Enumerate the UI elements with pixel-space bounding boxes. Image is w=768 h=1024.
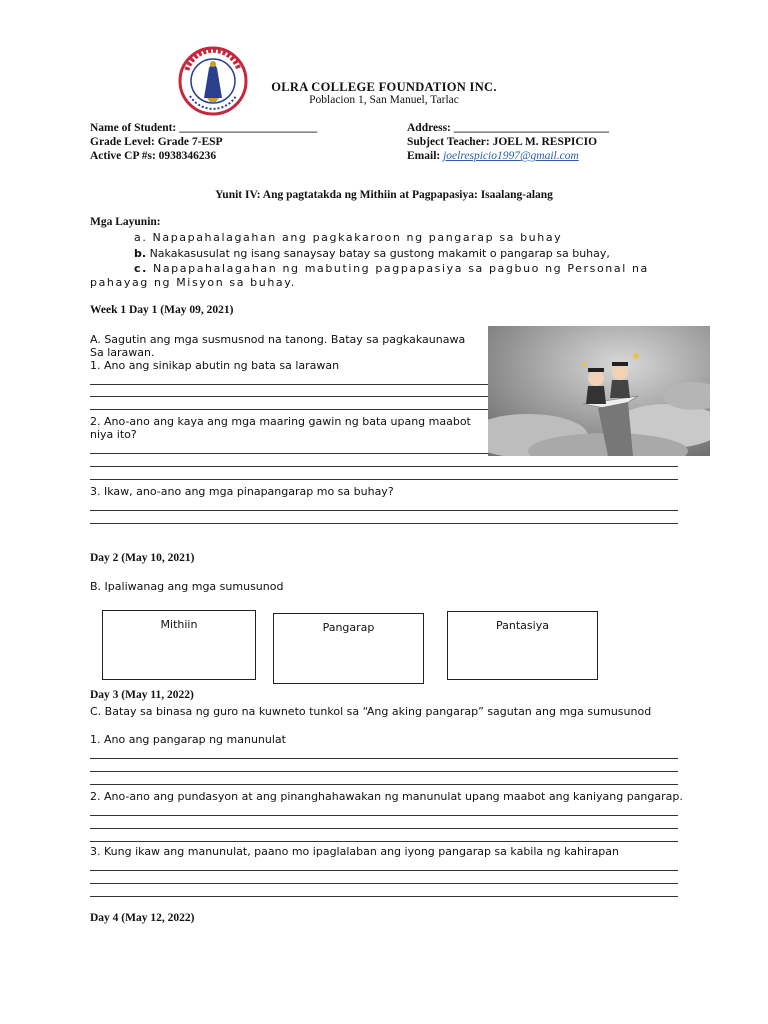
day3-q3: 3. Kung ikaw ang manunulat, paano mo ipaglalaban ang iyong pangarap sa kabila ng kahirapan (90, 845, 620, 858)
objective-a (134, 231, 562, 244)
dream-illustration (488, 326, 710, 456)
week1-instr-line1: A. Sagutin ang mga susmusnod na tanong. Batay sa pagkakaunawa (90, 333, 466, 346)
week1-instructions (90, 333, 465, 372)
day2-heading: Day 2 (May 10, 2021) (90, 552, 195, 564)
objective-c (90, 262, 680, 290)
week1-q2 (90, 415, 471, 441)
school-address: Poblacion 1, San Manuel, Tarlac (309, 94, 459, 106)
unit-title: Yunit IV: Ang pagtatakda ng Mithiin at Pagpapasiya: Isaalang-alang (215, 189, 553, 201)
student-info-left (90, 121, 317, 163)
objective-c-line1: Napapahalagahan ng mabuting pagpapasiya sa pagbuo ng Personal na (153, 262, 649, 275)
objective-b (134, 247, 610, 260)
day4-heading: Day 4 (May 12, 2022) (90, 912, 195, 924)
week1-q2-line2: niya ito? (90, 428, 137, 441)
address-field: Address: ___________________________ (407, 122, 610, 134)
week1-q2-line1: 2. Ano-ano ang kaya ang mga maaring gawin ng bata upang maabot (90, 415, 471, 428)
objective-c-line2: pahayag ng Misyon sa buhay. (90, 276, 296, 289)
subject-teacher: Subject Teacher: JOEL M. RESPICIO (407, 136, 598, 148)
objective-b-text: Nakakasusulat ng isang sanaysay batay sa gustong makamit o pangarap sa buhay, (149, 247, 610, 260)
objective-c-prefix: c. (134, 262, 148, 275)
week1-heading: Week 1 Day 1 (May 09, 2021) (90, 304, 234, 316)
week1-instr-line2: Sa larawan. (90, 346, 155, 359)
student-info-right (407, 121, 609, 163)
objective-a-text: Napapahalagahan ang pagkakaroon ng pangarap sa buhay (152, 231, 563, 244)
objective-a-prefix: a. (134, 231, 148, 244)
day2-instructions: B. Ipaliwanag ang mga sumusunod (90, 580, 284, 593)
pantasiya-box (447, 611, 598, 680)
pangarap-box (273, 613, 424, 684)
name-of-student-field: Name of Student: ________________________ (90, 122, 318, 134)
grade-level: Grade Level: Grade 7-ESP (90, 136, 223, 148)
day3-q2: 2. Ano-ano ang pundasyon at ang pinanghahawakan ng manunulat upang maabot ang kaniyang pangarap. (90, 790, 683, 803)
day3-heading: Day 3 (May 11, 2022) (90, 689, 194, 701)
email-row (407, 149, 609, 163)
day3-q1: 1. Ano ang pangarap ng manunulat (90, 733, 286, 746)
pantasiya-label: Pantasiya (496, 619, 549, 632)
week1-q1: 1. Ano ang sinikap abutin ng bata sa larawan (90, 359, 340, 372)
week1-q3: 3. Ikaw, ano-ano ang mga pinapangarap mo sa buhay? (90, 485, 394, 498)
email-label: Email: (407, 150, 441, 162)
pangarap-label: Pangarap (322, 621, 375, 634)
active-cp: Active CP #s: 0938346236 (90, 150, 217, 162)
objective-b-prefix: b. (134, 247, 147, 260)
mithiin-box (102, 610, 256, 680)
objectives-heading: Mga Layunin: (90, 216, 161, 228)
day3-instructions: C. Batay sa binasa ng guro na kuwneto tunkol sa “Ang aking pangarap” sagutan ang mga sumusunod (90, 705, 652, 718)
mithiin-label: Mithiin (160, 618, 198, 631)
email-link[interactable]: joelrespicio1997@gmail.com (443, 150, 579, 162)
school-name: OLRA COLLEGE FOUNDATION INC. (271, 80, 497, 94)
